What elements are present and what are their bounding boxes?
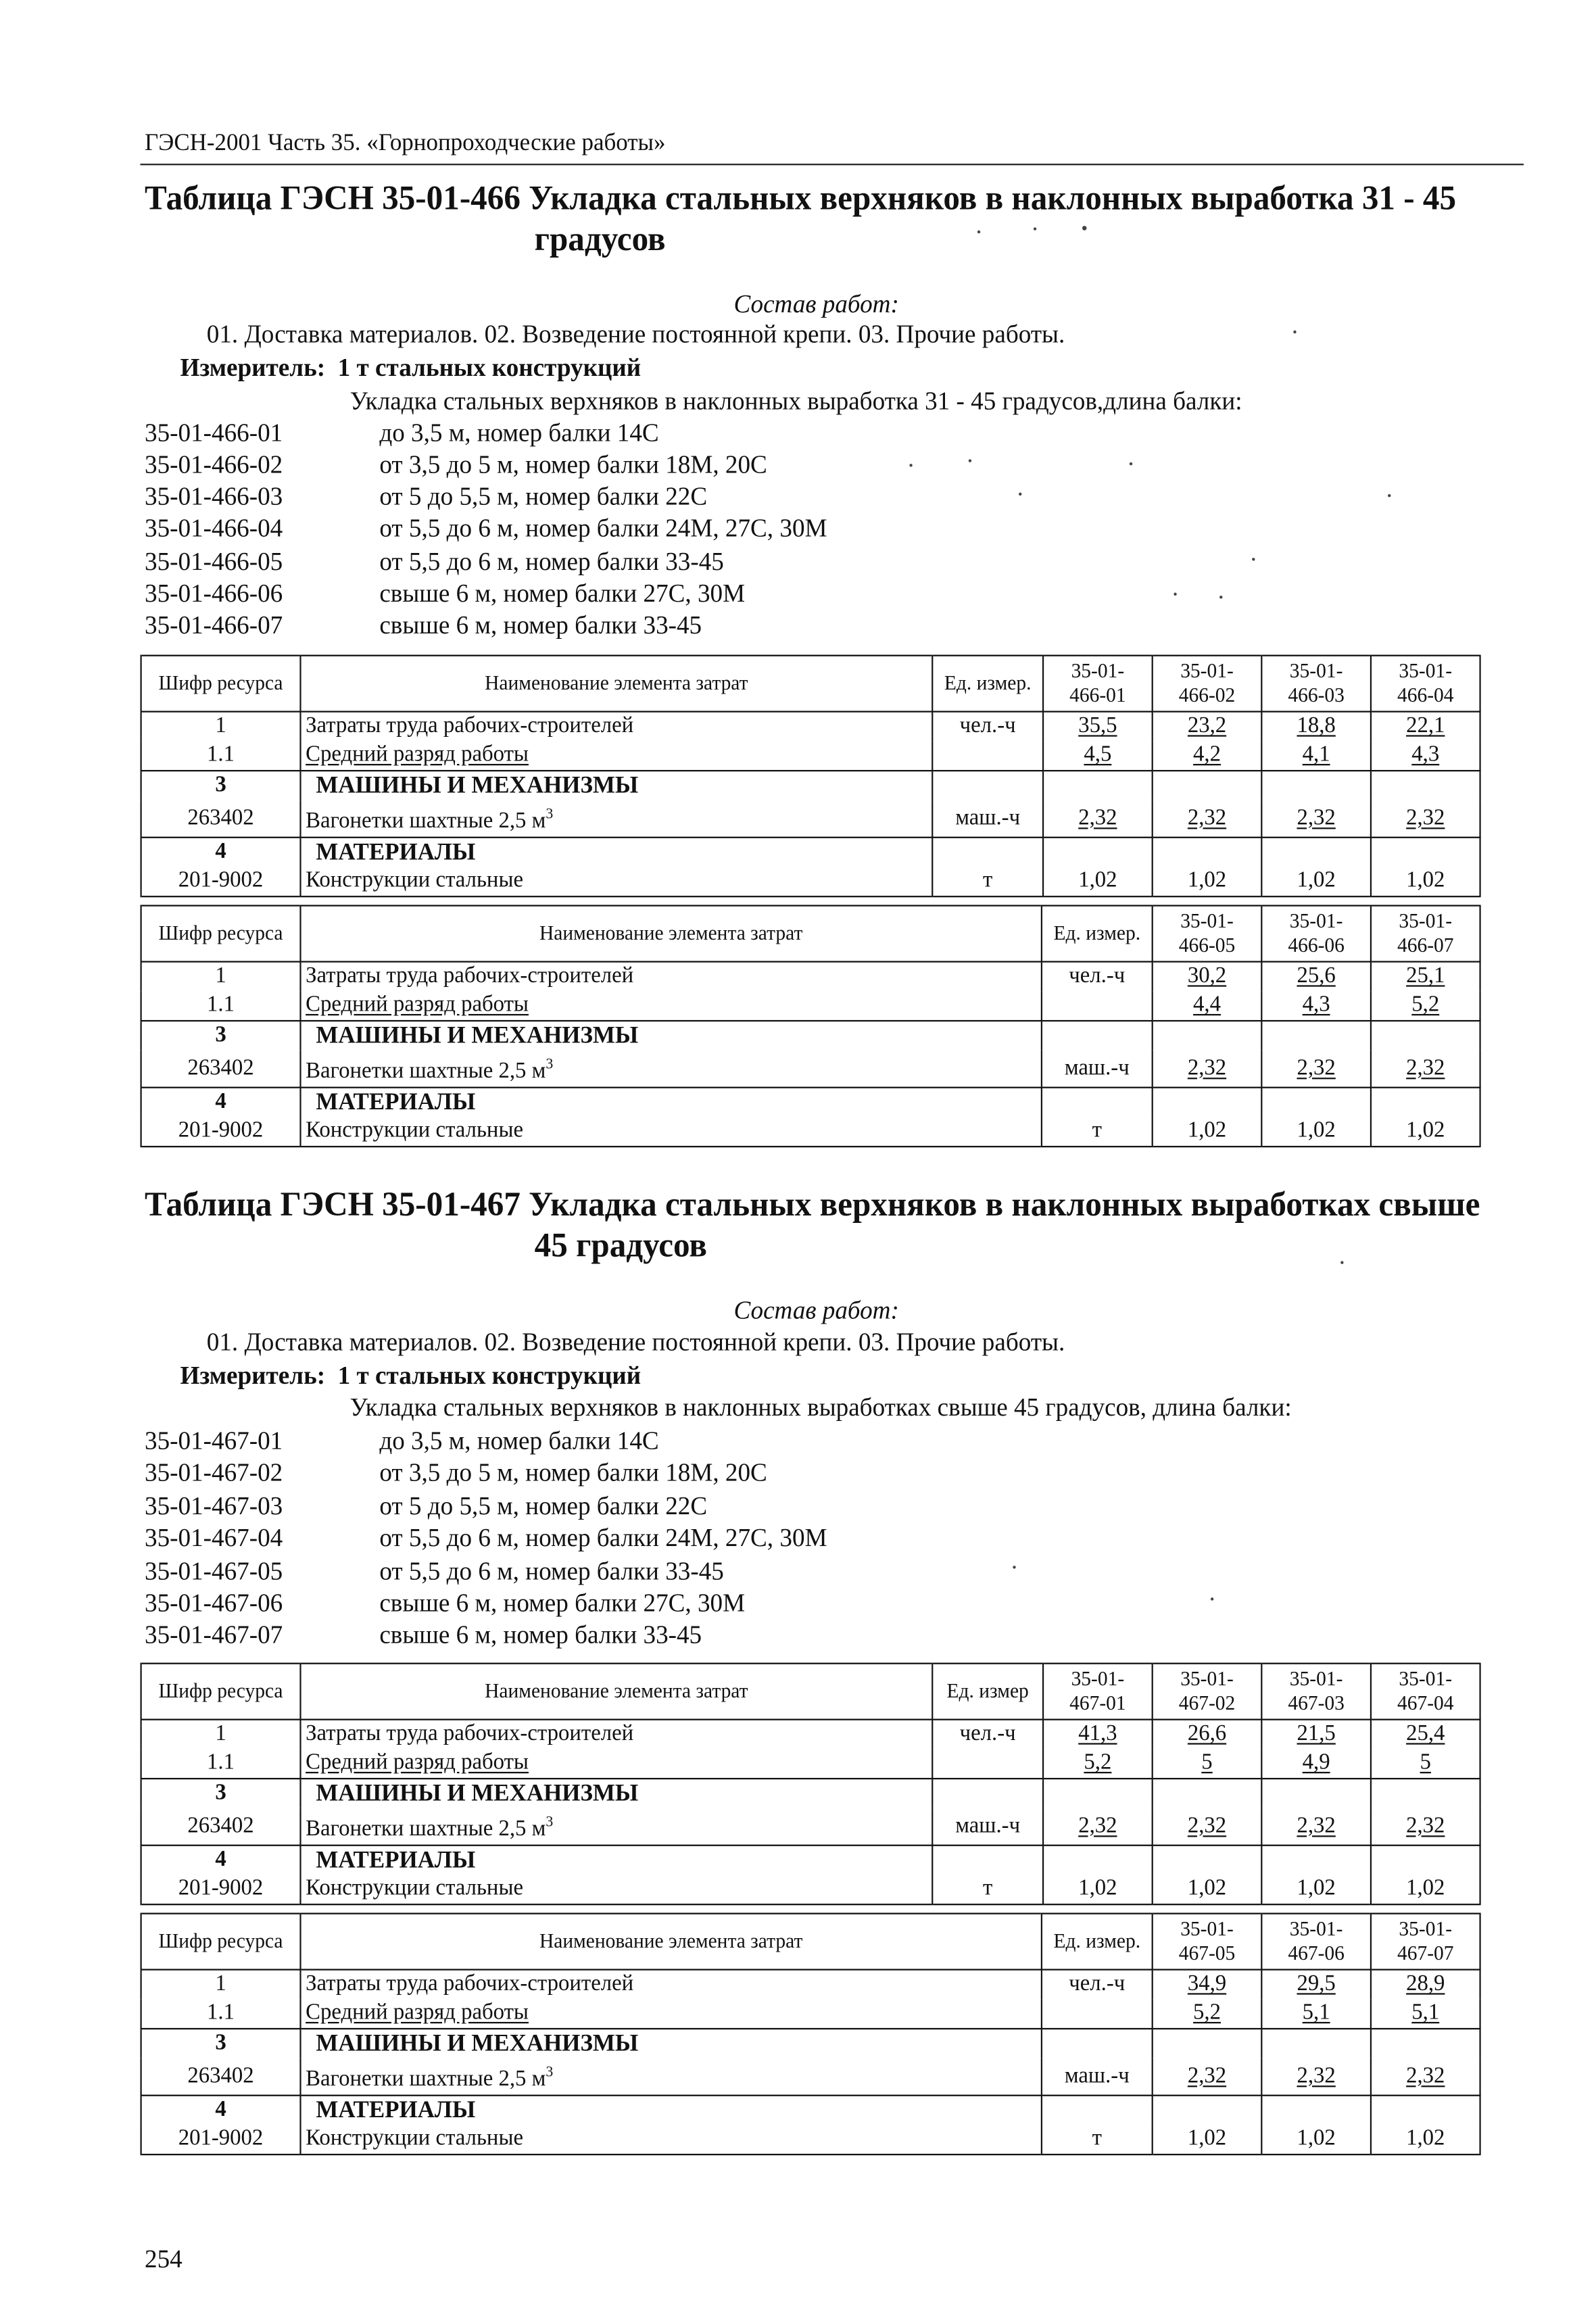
work-composition-heading: Состав работ:	[733, 289, 899, 318]
table-row-grade: 1.1 Средний разряд работы 4,5 4,2 4,1 4,3	[141, 741, 1480, 771]
table-row-labor: 1 Затраты труда рабочих-строителей чел.-ч 34,9 29,5 28,9	[141, 1970, 1480, 2000]
table-row-group-materials: 4 МАТЕРИАЛЫ	[141, 838, 1480, 867]
code-item: 35-01-467-07	[145, 1620, 283, 1649]
scan-speck	[969, 459, 971, 462]
table-title-466-line1: Таблица ГЭСН 35-01-466 Укладка стальных верхняков в наклонных выработка 31 - 45	[145, 178, 1457, 217]
code-item: 35-01-467-03	[145, 1491, 283, 1520]
scan-speck	[909, 464, 912, 466]
header-norm-column: 35-01- 466-03	[1261, 656, 1371, 712]
code-desc: свыше 6 м, номер балки 27С, 30М	[379, 579, 746, 608]
page-number: 254	[145, 2244, 183, 2274]
scan-speck	[1388, 494, 1391, 497]
code-item: 35-01-467-02	[145, 1457, 283, 1487]
cost-table-467-a	[140, 1663, 1480, 1906]
table-row-grade: 1.1 Средний разряд работы 4,4 4,3 5,2	[141, 991, 1480, 1021]
header-unit: Ед. измер.	[932, 656, 1043, 712]
table-row-wagon: 263402 Вагонетки шахтные 2,5 $м^3$ маш.-ч 2,32 2,32 2,32	[141, 2058, 1480, 2096]
code-desc: до 3,5 м, номер балки 14С	[379, 1426, 659, 1455]
table-row-grade: 1.1 Средний разряд работы 5,2 5 4,9 5	[141, 1749, 1480, 1779]
header-resource-code: Шифр ресурса	[141, 1664, 301, 1720]
code-item: 35-01-466-01	[145, 418, 283, 448]
code-item: 35-01-466-05	[145, 547, 283, 576]
code-item: 35-01-466-07	[145, 610, 283, 640]
header-norm-column: 35-01- 467-05	[1153, 1914, 1262, 1970]
code-desc: до 3,5 м, номер балки 14С	[379, 418, 659, 448]
header-norm-column: 35-01- 466-02	[1153, 656, 1262, 712]
scan-speck	[1013, 1566, 1015, 1568]
table-row-steel: 201-9002 Конструкции стальные т 1,02 1,02 1,02 1,02	[141, 867, 1480, 896]
table-row-group-machines: 3 МАШИНЫ И МЕХАНИЗМЫ	[141, 1021, 1480, 1051]
table-row-group-materials: 4 МАТЕРИАЛЫ	[141, 1088, 1480, 1117]
header-norm-column: 35-01- 466-01	[1043, 656, 1153, 712]
table-row-labor: 1 Затраты труда рабочих-строителей чел.-ч 41,3 26,6 21,5 25,4	[141, 1720, 1480, 1750]
cost-table-467-b	[140, 1913, 1480, 2156]
code-item: 35-01-467-01	[145, 1426, 283, 1455]
table-row-labor: 1 Затраты труда рабочих-строителей чел.-ч 30,2 25,6 25,1	[141, 962, 1480, 992]
scan-speck	[1019, 493, 1021, 496]
header-cost-element: Наименование элемента затрат	[300, 1664, 932, 1720]
work-composition-heading: Состав работ:	[733, 1295, 899, 1325]
scan-speck	[1034, 227, 1036, 230]
scan-speck	[1174, 593, 1176, 596]
header-cost-element: Наименование элемента затрат	[300, 906, 1041, 962]
header-unit: Ед. измер.	[1042, 906, 1153, 962]
code-item: 35-01-467-04	[145, 1523, 283, 1552]
cost-table-466-a	[140, 655, 1480, 898]
table-row-steel: 201-9002 Конструкции стальные т 1,02 1,02 1,02	[141, 1117, 1480, 1147]
running-head: ГЭСН-2001 Часть 35. «Горнопроходческие работы»	[145, 130, 666, 156]
meter-value: 1 т стальных конструкций	[337, 353, 642, 383]
header-norm-column: 35-01- 467-02	[1153, 1664, 1262, 1720]
header-cost-element: Наименование элемента затрат	[300, 656, 932, 712]
table-row-group-materials: 4 МАТЕРИАЛЫ	[141, 2096, 1480, 2125]
code-desc: от 5 до 5,5 м, номер балки 22С	[379, 481, 708, 511]
scan-speck	[977, 231, 980, 233]
code-item: 35-01-467-05	[145, 1556, 283, 1586]
table-title-466-line2: градусов	[534, 220, 666, 258]
table-row-steel: 201-9002 Конструкции стальные т 1,02 1,02 1,02 1,02	[141, 1875, 1480, 1904]
code-desc: от 5,5 до 6 м, номер балки 33-45	[379, 547, 724, 576]
table-row-labor: 1 Затраты труда рабочих-строителей чел.-ч 35,5 23,2 18,8 22,1	[141, 712, 1480, 742]
header-norm-column: 35-01- 467-07	[1371, 1914, 1480, 1970]
table-row-wagon: 263402 Вагонетки шахтные 2,5 $м^3$ маш.-ч 2,32 2,32 2,32 2,32	[141, 1808, 1480, 1845]
code-item: 35-01-466-03	[145, 481, 283, 511]
code-desc: свыше 6 м, номер балки 33-45	[379, 610, 702, 640]
header-unit: Ед. измер	[932, 1664, 1043, 1720]
code-item: 35-01-466-02	[145, 450, 283, 479]
work-composition-items: 01. Доставка материалов. 02. Возведение постоянной крепи. 03. Прочие работы.	[206, 1328, 1065, 1357]
table-title-467-line1: Таблица ГЭСН 35-01-467 Укладка стальных верхняков в наклонных выработках свыше	[145, 1185, 1480, 1224]
table-row-group-machines: 3 МАШИНЫ И МЕХАНИЗМЫ	[141, 1779, 1480, 1808]
header-unit: Ед. измер.	[1042, 1914, 1153, 1970]
scan-speck	[1293, 331, 1296, 333]
header-resource-code: Шифр ресурса	[141, 906, 301, 962]
header-norm-column: 35-01- 466-04	[1371, 656, 1480, 712]
code-desc: от 5 до 5,5 м, номер балки 22С	[379, 1491, 708, 1520]
code-item: 35-01-466-04	[145, 514, 283, 543]
table-row-wagon: 263402 Вагонетки шахтные 2,5 $м^3$ маш.-ч 2,32 2,32 2,32	[141, 1051, 1480, 1088]
table-row-grade: 1.1 Средний разряд работы 5,2 5,1 5,1	[141, 1999, 1480, 2029]
code-item: 35-01-467-06	[145, 1588, 283, 1618]
work-composition-items: 01. Доставка материалов. 02. Возведение постоянной крепи. 03. Прочие работы.	[206, 320, 1065, 349]
meter-label: Измеритель:	[180, 1361, 326, 1391]
table-title-467-line2: 45 градусов	[534, 1226, 707, 1264]
table-row-wagon: 263402 Вагонетки шахтные 2,5 $м^3$ маш.-ч 2,32 2,32 2,32 2,32	[141, 800, 1480, 838]
code-desc: от 5,5 до 6 м, номер балки 24М, 27С, 30М	[379, 514, 827, 543]
code-item: 35-01-466-06	[145, 579, 283, 608]
code-desc: от 3,5 до 5 м, номер балки 18М, 20С	[379, 1457, 767, 1487]
code-desc: свыше 6 м, номер балки 33-45	[379, 1620, 702, 1649]
meter-label: Измеритель:	[180, 353, 326, 383]
header-norm-column: 35-01- 466-05	[1153, 906, 1262, 962]
code-desc: свыше 6 м, номер балки 27С, 30М	[379, 1588, 746, 1618]
meter-value: 1 т стальных конструкций	[337, 1361, 642, 1391]
header-rule	[140, 164, 1524, 165]
table-row-group-materials: 4 МАТЕРИАЛЫ	[141, 1845, 1480, 1875]
table-row-steel: 201-9002 Конструкции стальные т 1,02 1,02 1,02	[141, 2125, 1480, 2154]
cost-table-466-b	[140, 905, 1480, 1148]
codes-intro: Укладка стальных верхняков в наклонных выработках свыше 45 градусов, длина балки:	[349, 1393, 1292, 1422]
header-resource-code: Шифр ресурса	[141, 656, 301, 712]
header-cost-element: Наименование элемента затрат	[300, 1914, 1041, 1970]
table-row-group-machines: 3 МАШИНЫ И МЕХАНИЗМЫ	[141, 771, 1480, 800]
code-desc: от 5,5 до 6 м, номер балки 24М, 27С, 30М	[379, 1523, 827, 1552]
code-desc: от 5,5 до 6 м, номер балки 33-45	[379, 1556, 724, 1586]
table-row-group-machines: 3 МАШИНЫ И МЕХАНИЗМЫ	[141, 2029, 1480, 2058]
scan-speck	[1252, 558, 1255, 560]
header-norm-column: 35-01- 466-06	[1261, 906, 1371, 962]
codes-intro: Укладка стальных верхняков в наклонных выработка 31 - 45 градусов,длина балки:	[349, 386, 1242, 416]
meter-line	[180, 1361, 641, 1391]
scan-speck	[1130, 462, 1132, 465]
header-resource-code: Шифр ресурса	[141, 1914, 301, 1970]
header-norm-column: 35-01- 467-06	[1261, 1914, 1371, 1970]
header-norm-column: 35-01- 467-03	[1261, 1664, 1371, 1720]
header-norm-column: 35-01- 467-04	[1371, 1664, 1480, 1720]
header-norm-column: 35-01- 466-07	[1371, 906, 1480, 962]
scan-speck	[1211, 1597, 1213, 1600]
scan-speck	[1340, 1261, 1343, 1263]
header-norm-column: 35-01- 467-01	[1043, 1664, 1153, 1720]
scan-speck	[1082, 226, 1087, 231]
meter-line	[180, 353, 641, 383]
code-desc: от 3,5 до 5 м, номер балки 18М, 20С	[379, 450, 767, 479]
scan-speck	[1219, 596, 1222, 598]
